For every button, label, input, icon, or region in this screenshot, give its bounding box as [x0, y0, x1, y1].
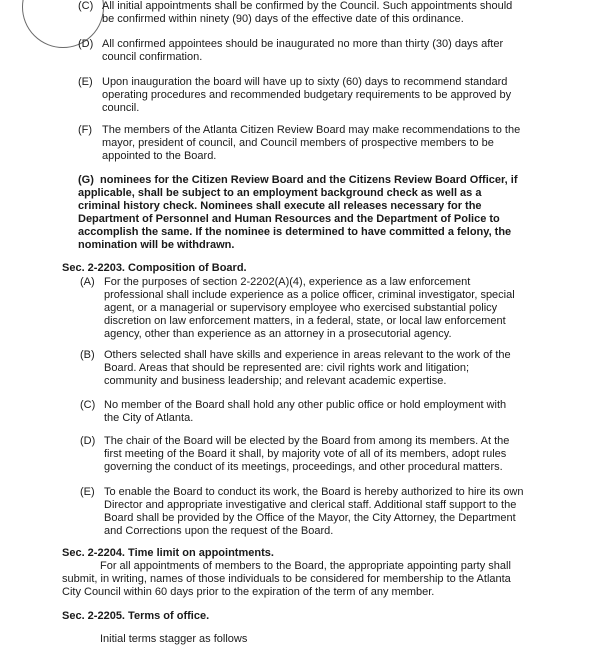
- item-f-text: The members of the Atlanta Citizen Review Board may make recommendations to the mayor, president of council, and Council members of prospective members to be appointed to the Board.: [102, 124, 521, 162]
- sec2203-item-a-text: For the purposes of section 2-2202(A)(4), experience as a law enforcement professional shall include experience as a police officer, criminal investigator, special agent, or a managerial or supervisory employee who exercised substantial policy discretion on law enforcement matters, in a federal, state, or local law enforcement agency, other than experience as an attorney in a prosecutorial agency.: [104, 276, 515, 340]
- item-g-paragraph: [78, 174, 522, 252]
- sec2203-item-e-label: (E): [80, 486, 95, 498]
- sec2203-item-c-label: (C): [80, 399, 96, 411]
- item-f-label: (F): [78, 124, 93, 136]
- section-2204-text: For all appointments of members to the Board, the appropriate appointing party shall submit, in writing, names of those individuals to be considered for membership to the Atlanta City Council within 60 days prior to the expiration of the term of any member.: [62, 560, 511, 598]
- section-2203-heading: Sec. 2-2203. Composition of Board.: [62, 262, 247, 274]
- sec2203-item-e-text: To enable the Board to conduct its work, the Board is hereby authorized to hire its own Director and appropriate investigative and clerical staff. Additional staff support to the Board shall be provided by the Office of the Mayor, the City Attorney, the Department and Corrections upon the request of the Board.: [104, 486, 524, 537]
- section-2205-text: Initial terms stagger as follows: [100, 633, 248, 645]
- item-g-text: nominees for the Citizen Review Board and the Citizens Review Board Officer, if applicable, shall be subject to an employment background check as well as a criminal history check. Nominees shall execute all releases necessary for the Department of Personnel and Human Resources and the Department of Police to accomplish the same. If the nominee is determined to have committed a felony, the nomination will be withdrawn.: [78, 174, 518, 251]
- item-g-label: (G): [78, 174, 94, 186]
- sec2203-item-c-text: No member of the Board shall hold any other public office or hold employment with the City of Atlanta.: [104, 399, 507, 424]
- item-d-text: All confirmed appointees should be inaugurated no more than thirty (30) days after council confirmation.: [102, 38, 504, 63]
- sec2203-item-a-label: (A): [80, 276, 95, 288]
- section-2204-heading: Sec. 2-2204. Time limit on appointments.: [62, 547, 274, 559]
- sec2203-item-b-label: (B): [80, 349, 95, 361]
- item-c-label: (C): [78, 0, 94, 12]
- item-e-label: (E): [78, 76, 93, 88]
- item-c-text: All initial appointments shall be confirmed by the Council. Such appointments should be confirmed within ninety (90) days of the effective date of this ordinance.: [102, 0, 513, 25]
- section-2205-heading: Sec. 2-2205. Terms of office.: [62, 610, 210, 622]
- sec2203-item-b-text: Others selected shall have skills and experience in areas relevant to the work of the Board. Areas that should be represented are: civil rights work and litigation; community and business leadership; and relevant academic expertise.: [104, 349, 511, 387]
- item-d-label: (D): [78, 38, 94, 50]
- sec2203-item-d-text: The chair of the Board will be elected by the Board from among its members. At the first meeting of the Board it shall, by majority vote of all of its members, adopt rules governing the conduct of its meetings, proceedings, and other procedural matters.: [104, 435, 510, 473]
- sec2203-item-d-label: (D): [80, 435, 96, 447]
- item-e-text: Upon inauguration the board will have up to sixty (60) days to recommend standard operating procedures and recommended budgetary requirements to be approved by council.: [102, 76, 512, 114]
